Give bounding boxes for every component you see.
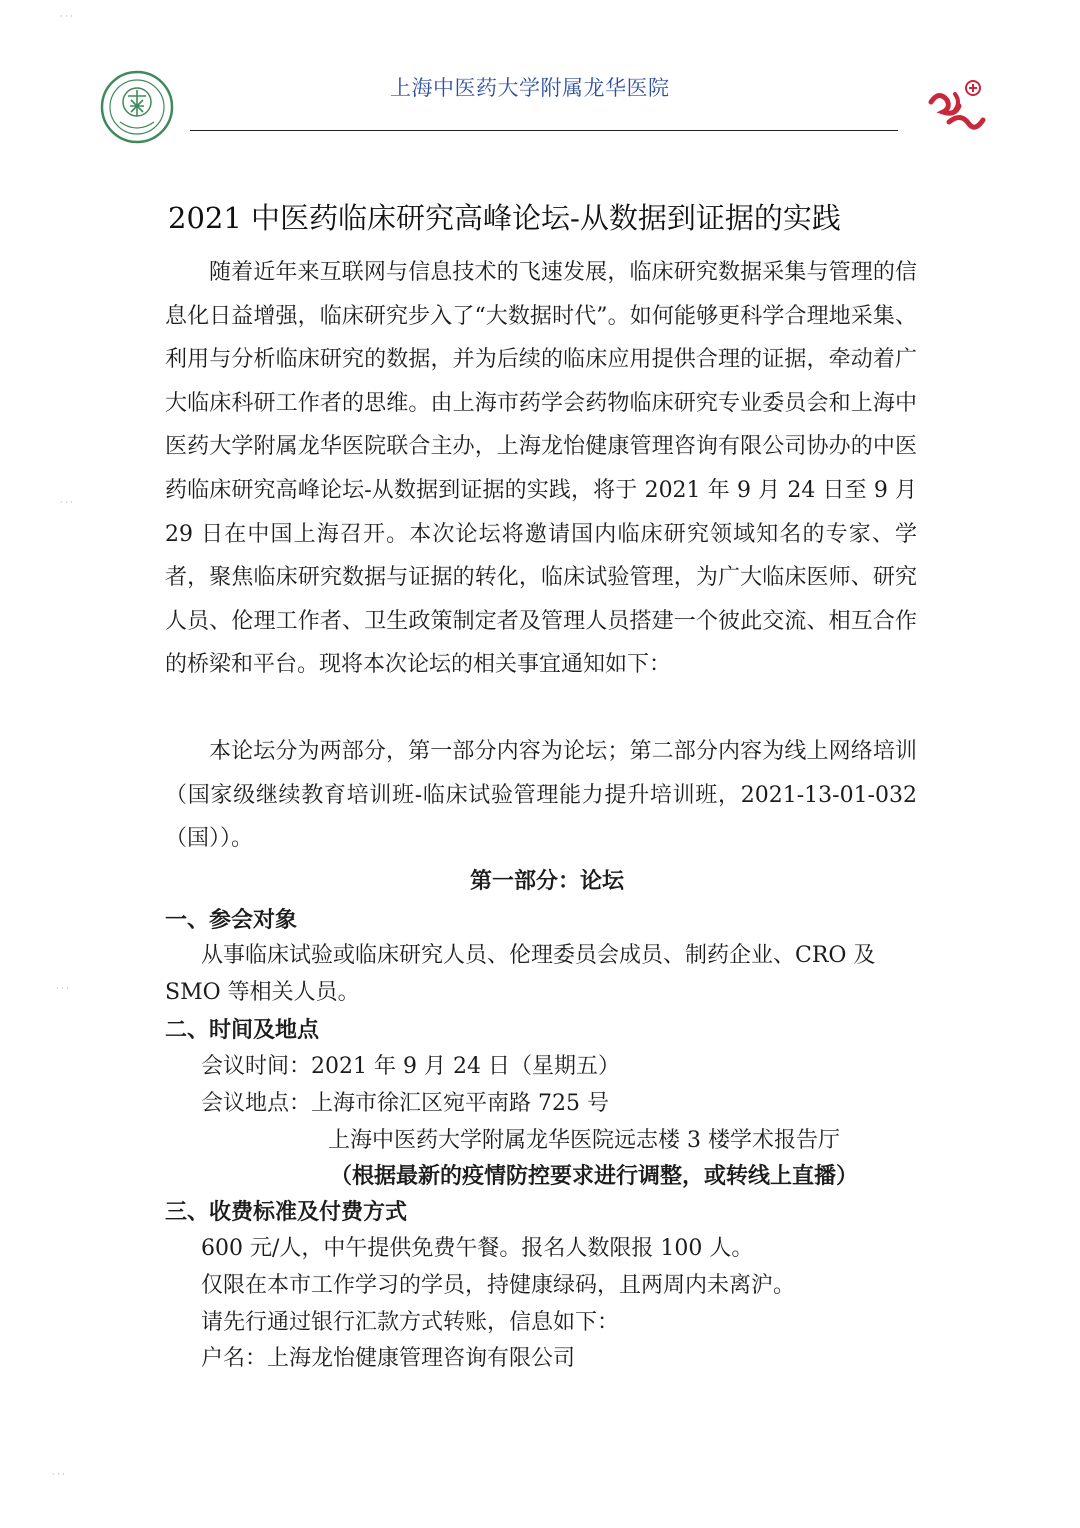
scan-speck: · · · (56, 984, 69, 993)
scan-speck: · · · (60, 12, 73, 21)
meeting-location-detail: 上海中医药大学附属龙华医院远志楼 3 楼学术报告厅 (328, 1128, 840, 1153)
section-heading-participants: 一、参会对象 (165, 907, 298, 933)
structure-paragraph: 本论坛分为两部分，第一部分内容为论坛；第二部分内容为线上网络培训（国家级继续教育培训班-临床试验管理能力提升培训班，2021-13-01-032（国））。 (165, 739, 917, 852)
participants-text: 从事临床试验或临床研究人员、伦理委员会成员、制药企业、CRO 及 SMO 等相关人员。 (165, 943, 876, 1005)
hospital-name-header: 上海中医药大学附属龙华医院 (390, 76, 670, 100)
meeting-location: 会议地点：上海市徐汇区宛平南路 725 号 (201, 1091, 609, 1116)
part-one-title: 第一部分：论坛 (470, 868, 625, 894)
epidemic-note: （根据最新的疫情防控要求进行调整，或转线上直播） (330, 1163, 859, 1189)
section-heading-fees: 三、收费标准及付费方式 (165, 1199, 408, 1225)
account-name: 户名：上海龙怡健康管理咨询有限公司 (201, 1346, 576, 1371)
scan-speck: · · · (60, 498, 73, 507)
document-title: 2021 中医药临床研究高峰论坛-从数据到证据的实践 (168, 201, 841, 235)
header-divider (190, 130, 898, 131)
scan-speck: · · · (52, 1470, 65, 1479)
intro-paragraph: 随着近年来互联网与信息技术的飞速发展，临床研究数据采集与管理的信息化日益增强，临床研究步入了“大数据时代”。如何能够更科学合理地采集、利用与分析临床研究的数据，并为后续的临床应用提供合理的证据，牵动着广大临床科研工作者的思维。由上海市药学会药物临床研究专业委员会和上海中医药大学附属龙华医院联合主办，上海龙怡健康管理咨询有限公司协办的中医药临床研究高峰论坛-从数据到证据的实践，将于 2021 年 9 月 24 日至 9 月 29 日在中国上海召开。本次论坛将邀请国内临床研究领域知名的专家、学者，聚焦临床研究数据与证据的转化，临床试验管理，为广大临床医师、研究人员、伦理工作者、卫生政策制定者及管理人员搭建一个彼此交流、相互合作的桥梁和平台。现将本次论坛的相关事宜通知如下： (165, 260, 917, 678)
hospital-emblem-icon (100, 70, 174, 144)
section-heading-time-location: 二、时间及地点 (165, 1017, 320, 1043)
fee-text: 600 元/人，中午提供免费午餐。报名人数限报 100 人。 (201, 1236, 754, 1261)
hospital-logo-icon (925, 72, 989, 136)
restriction-text: 仅限在本市工作学习的学员，持健康绿码，且两周内未离沪。 (201, 1273, 796, 1298)
payment-text: 请先行通过银行汇款方式转账，信息如下： (201, 1310, 620, 1335)
meeting-time: 会议时间：2021 年 9 月 24 日（星期五） (201, 1054, 620, 1079)
